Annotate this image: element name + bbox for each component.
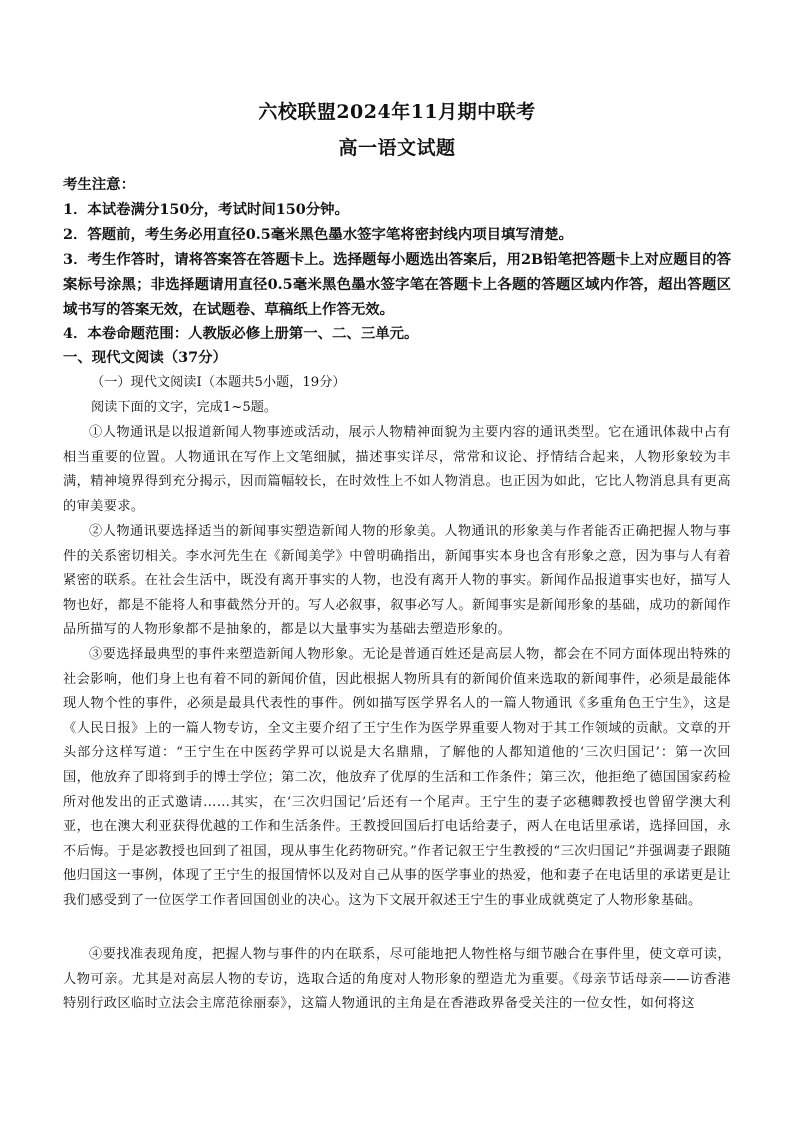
- passage-paragraph-1: ①人物通讯是以报道新闻人物事迹或活动，展示人物精神面貌为主要内容的通讯类型。它在通讯体裁中占有相当重要的位置。人物通讯在写作上文笔细腻，描述事实详尽，常常和议论、抒情结合起来，人物形象较为丰满，精神境界得到充分揭示，因而篇幅较长，在时效性上不如人物消息。也正因为如此，它比人物消息具有更高的审美要求。: [63, 425, 731, 514]
- notice-item-2: 2．答题前，考生务必用直径0.5毫米黑色墨水签字笔将密封线内项目填写清楚。: [63, 226, 573, 243]
- notice-item-1: 1．本试卷满分150分，考试时间150分钟。: [63, 201, 349, 218]
- notice-item-3: 3．考生作答时，请将答案答在答题卡上。选择题每小题选出答案后，用2B铅笔把答题卡上对应题目的答案标号涂黑；非选择题请用直径0.5毫米黑色墨水签字笔在答题卡上各题的答题区域内作答，超出答题区域书写的答案无效，在试题卷、草稿纸上作答无效。: [63, 251, 731, 318]
- sub-section-heading: （一）现代文阅读Ⅰ（本题共5小题，19分）: [91, 375, 346, 390]
- reading-instruction: 阅读下面的文字，完成1~5题。: [91, 400, 278, 415]
- exam-title: 六校联盟2024年11月期中联考: [258, 101, 536, 123]
- passage-paragraph-3: ③要选择最典型的事件来塑造新闻人物形象。无论是普通百姓还是高层人物，都会在不同方面体现出特殊的社会影响，他们身上也有着不同的新闻价值，因此根据人物所具有的新闻价值来选取的新闻事件，必须是最能体现人物个性的事件，必须是最具代表性的事件。例如描写医学界名人的一篇人物通讯《多重角色王宁生》，这是《人民日报》上的一篇人物专访，全文主要介绍了王宁生作为医学界重要人物对于其工作领域的贡献。文章的开头部分这样写道：“王宁生在中医药学界可以说是大名鼎鼎，了解他的人都知道他的‘三次归国记’：第一次回国，他放弃了即将到手的博士学位；第二次，他放弃了优厚的生活和工作条件；第三次，他拒绝了德国国家药检所对他发出的正式邀请……其实，在‘三次归国记’后还有一个尾声。王宁生的妻子宓穗卿教授也曾留学澳大利亚，也在澳大利亚获得优越的工作和生活条件。王教授回国后打电话给妻子，两人在电话里承诺，选择回国，永不后悔。于是宓教授也回到了祖国，现从事生化药物研究。”作者记叙王宁生教授的“三次归国记”并强调妻子跟随他归国这一事例，体现了王宁生的报国情怀以及对自己从事的医学事业的热爱，他和妻子在电话里的承诺更是让我们感受到了一位医学工作者回国创业的决心。这为下文展开叙述王宁生的事业成就奠定了人物形象基础。: [63, 647, 731, 908]
- section-heading: 一、现代文阅读（37分）: [63, 349, 227, 366]
- notice-label: 考生注意：: [63, 176, 135, 193]
- exam-subtitle: 高一语文试题: [338, 137, 456, 159]
- passage-paragraph-2: ②人物通讯要选择适当的新闻事实塑造新闻人物的形象美。人物通讯的形象美与作者能否正确把握人物与事件的关系密切相关。李水河先生在《新闻美学》中曾明确指出，新闻事实本身也含有形象之意，因为事与人有着紧密的联系。在社会生活中，既没有离开事实的人物，也没有离开人物的事实。新闻作品报道事实也好，描写人物也好，都是不能将人和事截然分开的。写人必叙事，叙事必写人。新闻事实是新闻形象的基础，成功的新闻作品所描写的人物形象都不是抽象的，都是以大量事实为基础去塑造形象的。: [63, 524, 731, 638]
- passage-paragraph-4: ④要找准表现角度，把握人物与事件的内在联系，尽可能地把人物性格与细节融合在事件里，使文章可读，人物可亲。尤其是对高层人物的专访，选取合适的角度对人物形象的塑造尤为重要。《母亲节话母亲——访香港特别行政区临时立法会主席范徐丽泰》，这篇人物通讯的主角是在香港政界备受关注的一位女性，如何将这: [63, 947, 731, 1012]
- notice-item-4: 4．本卷命题范围：人教版必修上册第一、二、三单元。: [63, 325, 419, 342]
